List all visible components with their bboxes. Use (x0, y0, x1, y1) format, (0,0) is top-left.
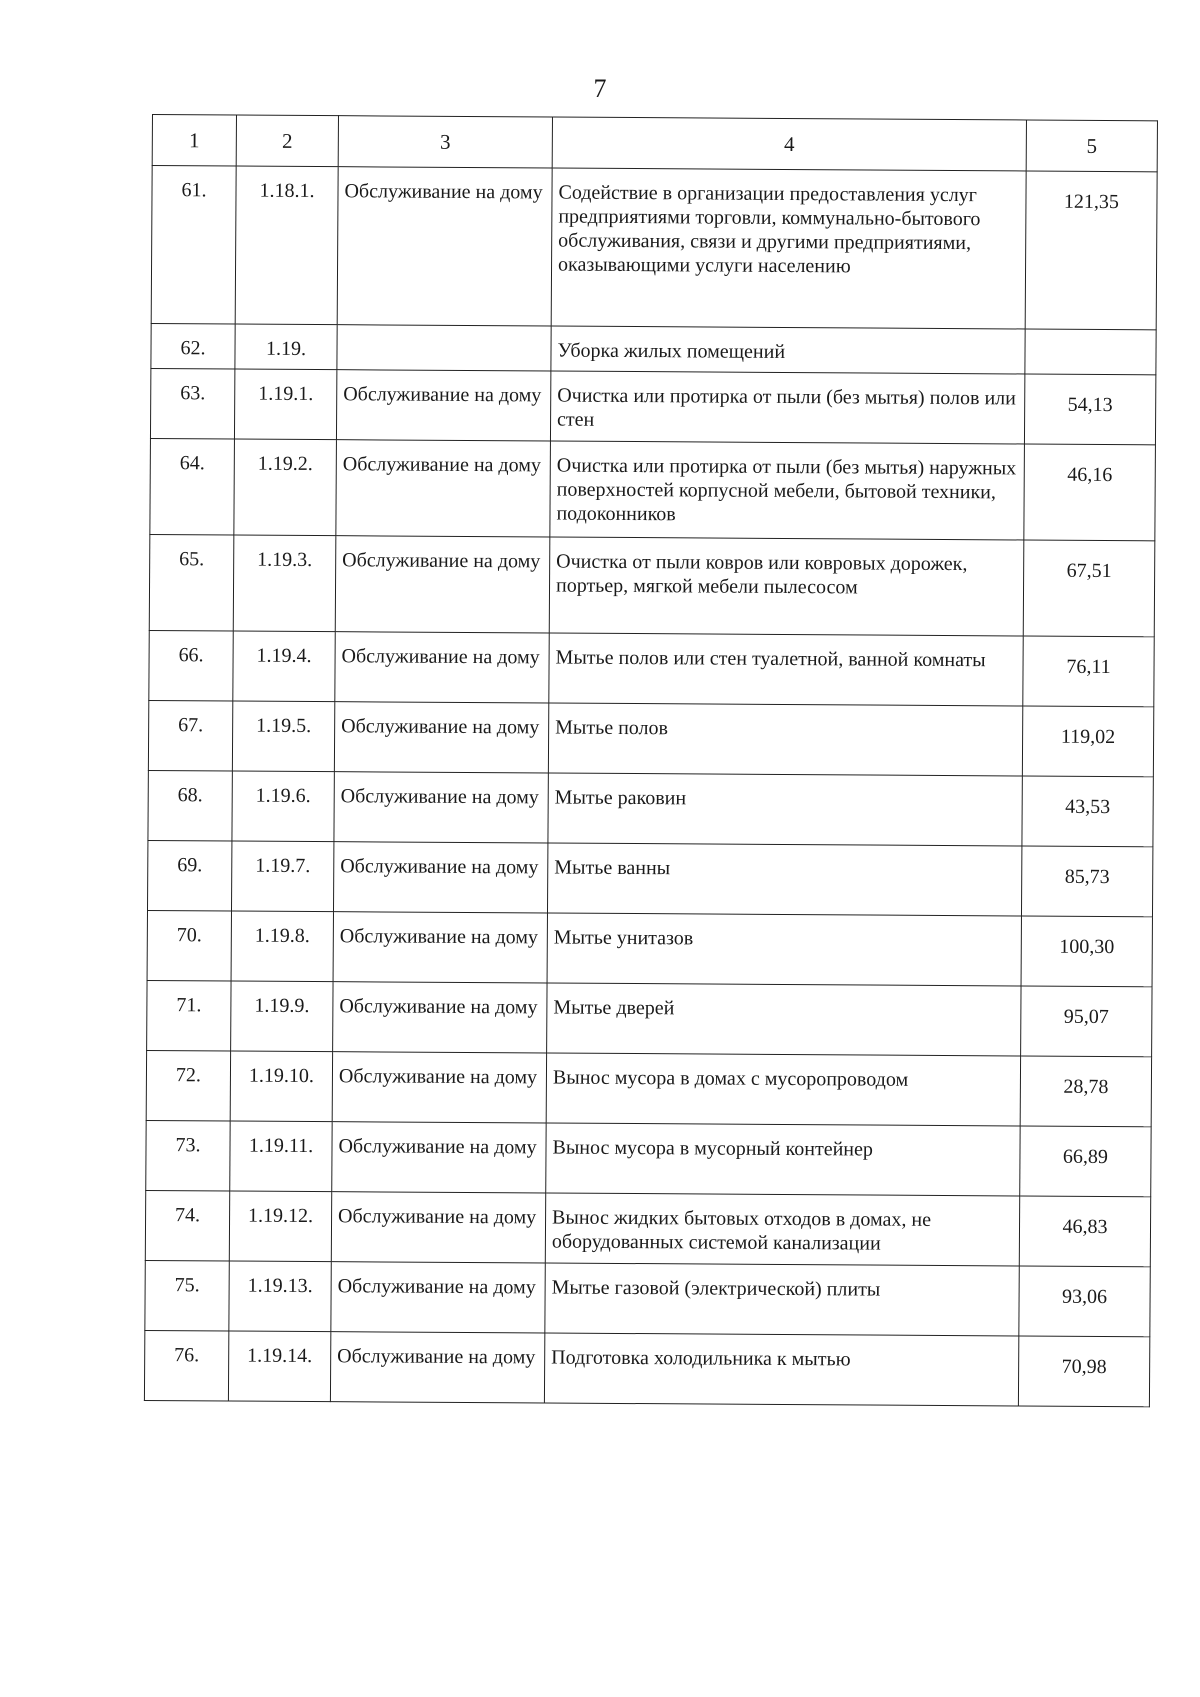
row-code: 1.19.8. (231, 911, 333, 982)
table-row (145, 1190, 1150, 1266)
row-service-type: Обслуживание на дому (335, 536, 550, 633)
row-description: Вынос мусора в мусорный контейнер (546, 1123, 1020, 1196)
row-code: 1.18.1. (235, 166, 338, 325)
table-row (147, 840, 1152, 916)
row-number: 76. (144, 1330, 228, 1401)
row-number: 65. (149, 534, 234, 631)
table-row (146, 1120, 1151, 1196)
row-number: 73. (146, 1120, 230, 1191)
row-value: 54,13 (1024, 374, 1155, 445)
row-description: Мытье полов (548, 703, 1022, 776)
row-value: 93,06 (1019, 1266, 1150, 1337)
row-code: 1.19.9. (231, 981, 333, 1052)
row-service-type (337, 325, 551, 371)
row-code: 1.19.5. (232, 701, 334, 772)
row-number: 72. (146, 1050, 230, 1121)
row-value: 95,07 (1021, 986, 1152, 1057)
row-service-type: Обслуживание на дому (333, 982, 547, 1053)
table-row (147, 910, 1152, 986)
row-value (1025, 329, 1156, 375)
row-description: Вынос мусора в домах с мусоропроводом (546, 1053, 1020, 1126)
row-code: 1.19. (235, 324, 337, 370)
row-description: Мытье ванны (547, 843, 1021, 916)
row-service-type: Обслуживание на дому (336, 370, 550, 441)
row-description: Мытье унитазов (547, 913, 1021, 986)
row-number: 70. (147, 910, 231, 981)
header-col-2: 2 (236, 115, 338, 167)
row-value: 85,73 (1021, 846, 1152, 917)
row-value: 121,35 (1025, 171, 1157, 330)
row-code: 1.19.12. (229, 1191, 331, 1262)
row-value: 43,53 (1022, 776, 1153, 847)
row-code: 1.19.13. (229, 1261, 331, 1332)
table-row (146, 1050, 1151, 1126)
row-number: 74. (145, 1190, 229, 1261)
table-row (149, 534, 1155, 636)
row-number: 68. (148, 770, 232, 841)
row-value: 100,30 (1021, 916, 1152, 987)
header-col-4: 4 (552, 117, 1026, 171)
row-code: 1.19.2. (234, 439, 337, 536)
row-value: 67,51 (1023, 540, 1155, 637)
row-number: 64. (150, 438, 235, 535)
row-value: 46,16 (1024, 444, 1156, 541)
row-service-type: Обслуживание на дому (334, 702, 548, 773)
row-description: Содействие в организации предоставления услуг предприятиями торговли, коммунально-бытового обслуживания, связи и другими предприятиями, оказывающими услуги населению (551, 168, 1026, 329)
row-number: 69. (147, 840, 231, 911)
table-row (148, 770, 1153, 846)
table-row (149, 630, 1154, 706)
row-description: Подготовка холодильника к мытью (544, 1333, 1018, 1406)
row-code: 1.19.11. (230, 1121, 332, 1192)
table-row (150, 368, 1155, 444)
page-number: 7 (593, 74, 607, 103)
row-number: 75. (145, 1260, 229, 1331)
row-description: Мытье раковин (548, 773, 1022, 846)
row-code: 1.19.14. (228, 1331, 330, 1402)
row-service-type: Обслуживание на дому (332, 1122, 546, 1193)
row-value: 66,89 (1020, 1126, 1151, 1197)
row-code: 1.19.1. (234, 369, 336, 440)
table-row (151, 166, 1157, 330)
row-number: 61. (151, 166, 236, 325)
table-row (151, 323, 1156, 374)
row-description: Уборка жилых помещений (551, 326, 1025, 374)
row-service-type: Обслуживание на дому (333, 912, 547, 983)
row-service-type: Обслуживание на дому (335, 632, 549, 703)
row-service-type: Обслуживание на дому (330, 1332, 544, 1403)
row-value: 46,83 (1019, 1196, 1150, 1267)
row-description: Мытье газовой (электрической) плиты (545, 1263, 1019, 1336)
row-number: 71. (147, 980, 231, 1051)
row-description: Очистка или протирка от пыли (без мытья) полов или стен (550, 371, 1024, 444)
table-row (148, 700, 1153, 776)
row-code: 1.19.4. (233, 631, 335, 702)
tariff-table (144, 114, 1158, 1407)
row-description: Мытье полов или стен туалетной, ванной комнаты (549, 633, 1023, 706)
header-col-1: 1 (152, 115, 236, 167)
table-row (147, 980, 1152, 1056)
row-code: 1.19.7. (231, 841, 333, 912)
row-value: 119,02 (1022, 706, 1153, 777)
row-service-type: Обслуживание на дому (332, 1052, 546, 1123)
row-code: 1.19.6. (232, 771, 334, 842)
row-service-type: Обслуживание на дому (331, 1192, 545, 1263)
row-service-type: Обслуживание на дому (334, 772, 548, 843)
row-code: 1.19.3. (233, 535, 336, 632)
row-service-type: Обслуживание на дому (331, 1262, 545, 1333)
row-value: 70,98 (1018, 1336, 1149, 1407)
table-row (150, 438, 1156, 540)
row-value: 76,11 (1023, 636, 1154, 707)
row-description: Мытье дверей (547, 983, 1021, 1056)
row-value: 28,78 (1020, 1056, 1151, 1127)
row-service-type: Обслуживание на дому (336, 440, 551, 537)
header-row (152, 115, 1157, 172)
row-number: 66. (149, 630, 233, 701)
row-number: 63. (150, 368, 234, 439)
header-col-3: 3 (338, 116, 552, 168)
row-number: 62. (151, 323, 235, 369)
row-description: Очистка от пыли ковров или ковровых дорожек, портьер, мягкой мебели пылесосом (549, 537, 1024, 636)
row-code: 1.19.10. (230, 1051, 332, 1122)
table-body (144, 166, 1157, 1407)
table-row (145, 1260, 1150, 1336)
table-row (144, 1330, 1149, 1406)
row-description: Очистка или протирка от пыли (без мытья) наружных поверхностей корпусной мебели, бытовой техники, подоконников (550, 441, 1025, 540)
header-col-5: 5 (1026, 120, 1157, 172)
row-service-type: Обслуживание на дому (333, 842, 547, 913)
row-service-type: Обслуживание на дому (337, 167, 552, 326)
row-number: 67. (148, 700, 232, 771)
row-description: Вынос жидких бытовых отходов в домах, не оборудованных системой канализации (545, 1193, 1019, 1266)
